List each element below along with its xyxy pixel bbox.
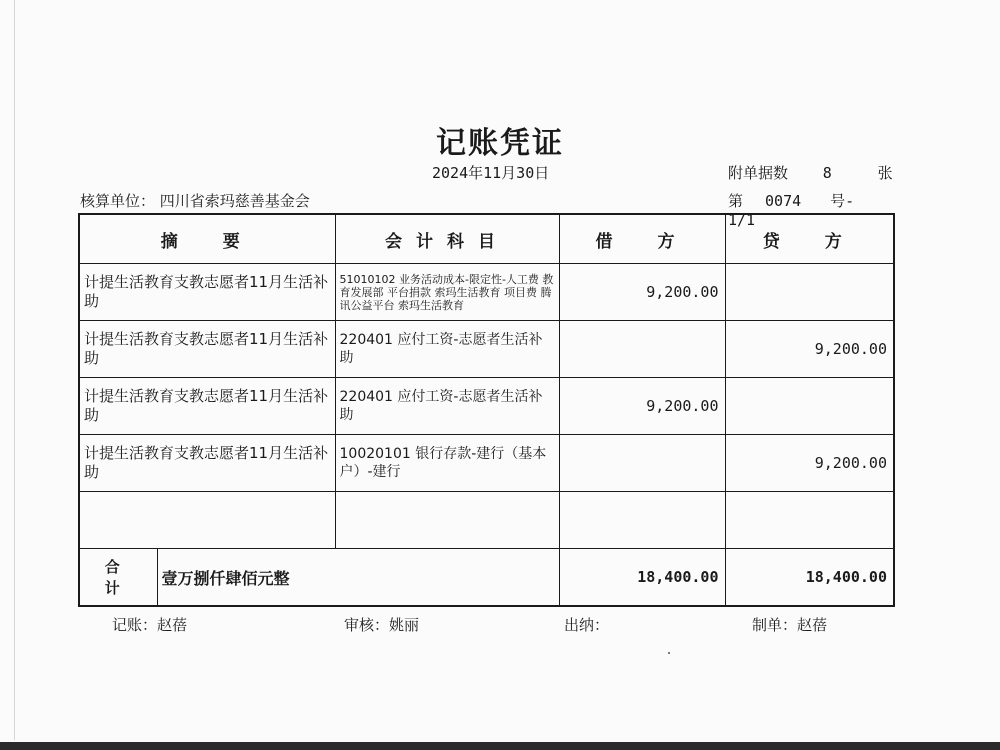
summary-cell: 计提生活教育支教志愿者11月生活补助 [79,321,335,378]
debit-cell [559,492,725,549]
attachments-info [728,162,893,183]
credit-cell: 9,200.00 [725,435,894,492]
summary-cell: 计提生活教育支教志愿者11月生活补助 [79,378,335,435]
table-header-row [79,214,894,264]
unit-name: 四川省索玛慈善基金会 [159,192,310,210]
summary-cell [79,492,335,549]
cashier-signature: 出纳： [564,616,610,634]
credit-cell [725,378,894,435]
debit-cell: 9,200.00 [559,378,725,435]
scan-shadow [0,742,1000,750]
bookkeeper-signature: 记账：赵蓓 [112,616,188,634]
credit-cell [725,492,894,549]
page-indicator: 1/1 [728,211,756,229]
total-credit: 18,400.00 [725,549,894,607]
debit-cell [559,435,725,492]
summary-cell: 计提生活教育支教志愿者11月生活补助 [79,264,335,321]
credit-cell [725,264,894,321]
table-row [79,264,894,321]
voucher-table [78,213,895,607]
preparer-signature: 制单：赵蓓 [752,616,828,634]
total-amount-words: 壹万捌仟肆佰元整 [157,549,559,607]
account-cell: 10020101 银行存款-建行（基本户）-建行 [335,435,559,492]
account-cell [335,492,559,549]
attachments-count: 8 [822,164,832,182]
table-row [79,321,894,378]
total-debit: 18,400.00 [559,549,725,607]
debit-cell [559,321,725,378]
total-row [79,549,894,607]
attachments-label: 附单据数 [728,164,789,182]
accounting-unit [80,190,310,211]
header-credit: 贷 方 [725,214,894,264]
table-row [79,378,894,435]
summary-cell: 计提生活教育支教志愿者11月生活补助 [79,435,335,492]
credit-cell: 9,200.00 [725,321,894,378]
header-summary: 摘 要 [79,214,335,264]
voucher-date: 2024年11月30日 [432,164,550,182]
number-value: 0074 [765,192,802,210]
account-cell: 220401 应付工资-志愿者生活补助 [335,321,559,378]
scan-edge [14,0,15,740]
account-cell: 220401 应付工资-志愿者生活补助 [335,378,559,435]
scan-speck [668,652,670,654]
debit-cell: 9,200.00 [559,264,725,321]
total-label: 合 计 [79,549,157,607]
number-suffix: 号- [830,192,855,210]
number-prefix: 第 [728,192,744,210]
table-row [79,435,894,492]
reviewer-signature: 审核：姚丽 [344,616,420,634]
attachments-unit: 张 [877,164,893,182]
table-row-empty [79,492,894,549]
voucher-title: 记账凭证 [436,126,564,161]
header-account: 会计科目 [335,214,559,264]
header-debit: 借 方 [559,214,725,264]
account-cell: 51010102 业务活动成本-限定性-人工费 教育发展部 平台捐款 索玛生活教育 项目费 腾讯公益平台 索玛生活教育 [335,264,559,321]
unit-label: 核算单位： [80,192,156,210]
